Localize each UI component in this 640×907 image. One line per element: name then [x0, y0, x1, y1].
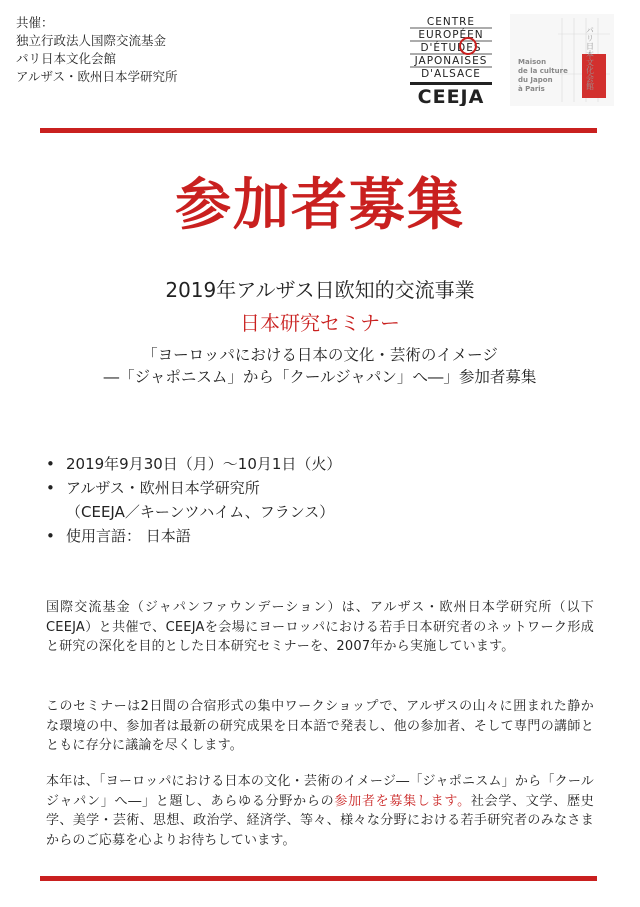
list-item-venue — [46, 476, 341, 500]
call-text-end: 社会学、文学、歴史学、美学・芸術、思想、政治学、経済学、等々、様々な分野における若手研究者のみなさまからのご応募を心よりお待ちしています。 — [46, 793, 594, 848]
ceeja-logo-line: D'ÉTUDES — [420, 42, 482, 54]
mcjp-logo-line: à Paris — [518, 85, 545, 93]
organizers-block — [16, 14, 178, 86]
event-language: 使用言語： 日本語 — [66, 527, 191, 545]
event-date: 2019年9月30日（月）～10月1日（火） — [66, 455, 342, 473]
ceeja-logo-line: JAPONAISES — [414, 55, 488, 67]
list-item-language — [46, 524, 341, 548]
seminar-theme — [0, 344, 640, 388]
mcjp-logo — [510, 14, 614, 106]
main-title: 参加者募集 — [175, 172, 465, 238]
mcjp-logo-line: Maison — [518, 58, 547, 66]
bullet-marker: • — [46, 527, 55, 545]
theme-line-2: ―「ジャポニスム」から「クールジャパン」へ―」参加者募集 — [103, 368, 537, 386]
mcjp-logo-line: de la culture — [518, 67, 568, 75]
call-highlight: 参加者を募集します。 — [334, 793, 471, 809]
seminar-title: 日本研究セミナー — [240, 311, 400, 335]
ceeja-logo — [408, 14, 494, 106]
paragraph-call — [46, 772, 594, 850]
bullet-marker: • — [46, 479, 55, 497]
ceeja-logo-line: CENTRE — [426, 16, 476, 28]
top-divider — [40, 128, 597, 133]
organizer-jf: 独立行政法人国際交流基金 — [16, 33, 167, 48]
ceeja-logo-line: D'ALSACE — [421, 68, 481, 80]
bullet-marker: • — [46, 455, 55, 473]
bottom-divider — [40, 876, 597, 881]
organizer-mcjp: パリ日本文化会館 — [16, 51, 117, 66]
ceeja-logo-line: EUROPÉEN — [418, 29, 484, 41]
organizers-label: 共催： — [16, 15, 54, 30]
event-venue: アルザス・欧州日本学研究所 — [66, 479, 260, 497]
event-subtitle: 2019年アルザス日欧知的交流事業 — [165, 278, 475, 302]
event-details-list — [46, 452, 341, 548]
mcjp-logo-vertical-text: パリ日本文化会館 — [585, 26, 595, 90]
paragraph-format: このセミナーは2日間の合宿形式の集中ワークショップで、アルザスの山々に囲まれた静かな環境の中、参加者は最新の研究成果を日本語で発表し、他の参加者、そして専門の講師とともに存分に議論を尽くします。 — [46, 699, 594, 753]
paragraph-intro: 国際交流基金（ジャパンファウンデーション）は、アルザス・欧州日本学研究所（以下CEEJA）と共催で、CEEJAを会場にヨーロッパにおける若手日本研究者のネットワーク形成と研究の深化を目的とした日本研究セミナーを、2007年から実施しています。 — [46, 600, 594, 654]
mcjp-logo-line: du Japon — [518, 76, 553, 84]
event-venue-detail: （CEEJA／キーンツハイム、フランス） — [66, 503, 335, 521]
organizer-ceeja: アルザス・欧州日本学研究所 — [16, 69, 178, 84]
call-text-start: 本年は、「ヨーロッパにおける日本の文化・芸術のイメージ―「ジャポニスム」から「クールジャパン」へ―」と題し、あらゆる分野からの — [46, 774, 594, 809]
ceeja-logo-mark: CEEJA — [417, 86, 485, 106]
list-item-date — [46, 452, 341, 476]
theme-line-1: 「ヨーロッパにおける日本の文化・芸術のイメージ — [142, 346, 498, 364]
